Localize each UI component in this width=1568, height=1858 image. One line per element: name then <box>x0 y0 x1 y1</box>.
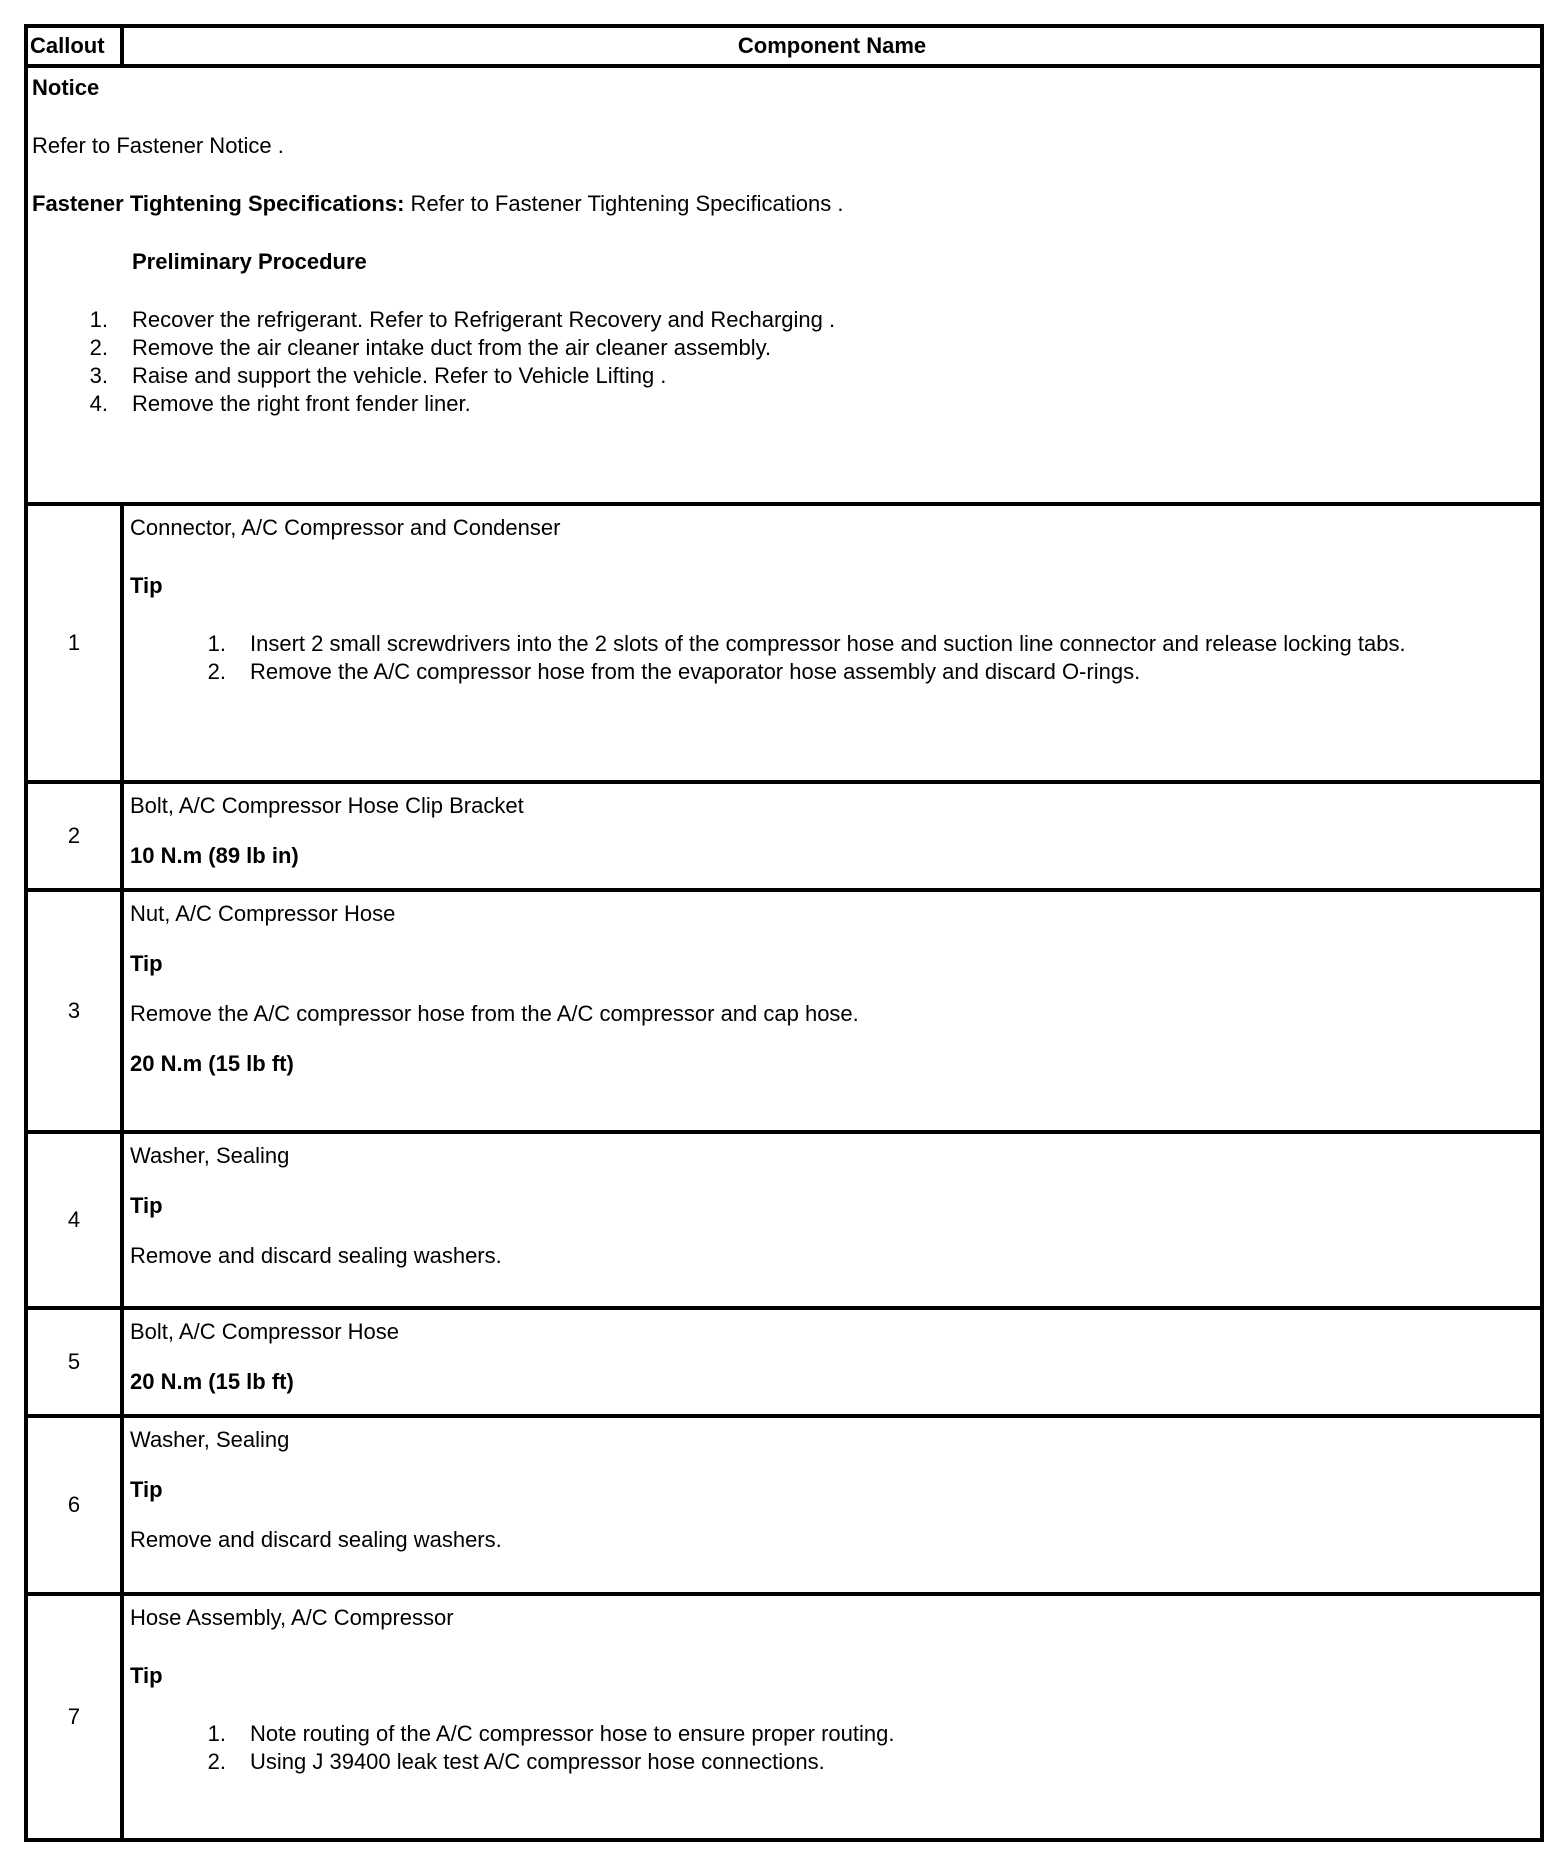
list-item: 1. Recover the refrigerant. Refer to Refrigerant Recovery and Recharging . <box>89 307 836 332</box>
callout-column-header: Callout <box>26 26 122 66</box>
list-item: 1. Note routing of the A/C compressor hose to ensure proper routing. <box>207 1721 895 1746</box>
torque-spec: 20 N.m (15 lb ft) <box>130 1369 294 1394</box>
tip-text: Remove and discard sealing washers. <box>130 1243 502 1268</box>
preliminary-steps-list <box>32 306 1536 418</box>
table-row <box>26 890 1542 1132</box>
callout-number: 7 <box>26 1594 122 1840</box>
table-row <box>26 1132 1542 1308</box>
callout-number: 6 <box>26 1416 122 1594</box>
list-item: 1. Insert 2 small screwdrivers into the 2 slots of the compressor hose and suction line connector and release locking tabs. <box>207 631 1406 656</box>
list-item: 2. Remove the A/C compressor hose from the evaporator hose assembly and discard O-rings. <box>207 659 1141 684</box>
notice-row <box>26 66 1542 504</box>
component-cell <box>122 1416 1542 1594</box>
list-item: 2. Using J 39400 leak test A/C compressor hose connections. <box>207 1749 825 1774</box>
table-row <box>26 504 1542 782</box>
fastener-spec-text: Refer to Fastener Tightening Specifications . <box>404 191 844 216</box>
component-column-header: Component Name <box>122 26 1542 66</box>
tip-label: Tip <box>130 951 163 976</box>
tip-label: Tip <box>130 1663 163 1688</box>
fastener-notice-text: Refer to Fastener Notice . <box>32 133 284 158</box>
component-cell <box>122 890 1542 1132</box>
component-name: Nut, A/C Compressor Hose <box>130 901 396 926</box>
callout-number: 3 <box>26 890 122 1132</box>
tip-steps-list <box>130 1720 1534 1776</box>
notice-cell <box>26 66 1542 504</box>
callout-number: 2 <box>26 782 122 890</box>
component-name: Hose Assembly, A/C Compressor <box>130 1605 454 1630</box>
tip-label: Tip <box>130 1193 163 1218</box>
list-item: 2. Remove the air cleaner intake duct from the air cleaner assembly. <box>89 335 772 360</box>
component-name: Connector, A/C Compressor and Condenser <box>130 515 561 540</box>
table-header-row <box>26 26 1542 66</box>
tip-steps-list <box>130 630 1534 686</box>
component-name: Washer, Sealing <box>130 1143 290 1168</box>
table-row <box>26 782 1542 890</box>
component-name: Bolt, A/C Compressor Hose <box>130 1319 399 1344</box>
list-item: 3. Raise and support the vehicle. Refer to Vehicle Lifting . <box>89 363 667 388</box>
callout-number: 4 <box>26 1132 122 1308</box>
table-row <box>26 1308 1542 1416</box>
callout-table <box>24 24 1544 1842</box>
tip-label: Tip <box>130 1477 163 1502</box>
component-cell <box>122 782 1542 890</box>
torque-spec: 20 N.m (15 lb ft) <box>130 1051 294 1076</box>
torque-spec: 10 N.m (89 lb in) <box>130 843 299 868</box>
list-item: 4. Remove the right front fender liner. <box>89 391 471 416</box>
tip-label: Tip <box>130 573 163 598</box>
preliminary-procedure-title: Preliminary Procedure <box>132 249 367 274</box>
tip-text: Remove the A/C compressor hose from the A/C compressor and cap hose. <box>130 1001 859 1026</box>
fastener-spec-line <box>32 190 1536 218</box>
component-cell <box>122 1132 1542 1308</box>
notice-title: Notice <box>32 75 100 100</box>
component-name: Bolt, A/C Compressor Hose Clip Bracket <box>130 793 524 818</box>
tip-text: Remove and discard sealing washers. <box>130 1527 502 1552</box>
procedure-document <box>24 24 1544 1842</box>
component-cell <box>122 1594 1542 1840</box>
component-cell <box>122 504 1542 782</box>
table-row <box>26 1594 1542 1840</box>
fastener-spec-label: Fastener Tightening Specifications: <box>32 191 405 216</box>
component-name: Washer, Sealing <box>130 1427 290 1452</box>
component-cell <box>122 1308 1542 1416</box>
callout-number: 5 <box>26 1308 122 1416</box>
table-row <box>26 1416 1542 1594</box>
callout-number: 1 <box>26 504 122 782</box>
